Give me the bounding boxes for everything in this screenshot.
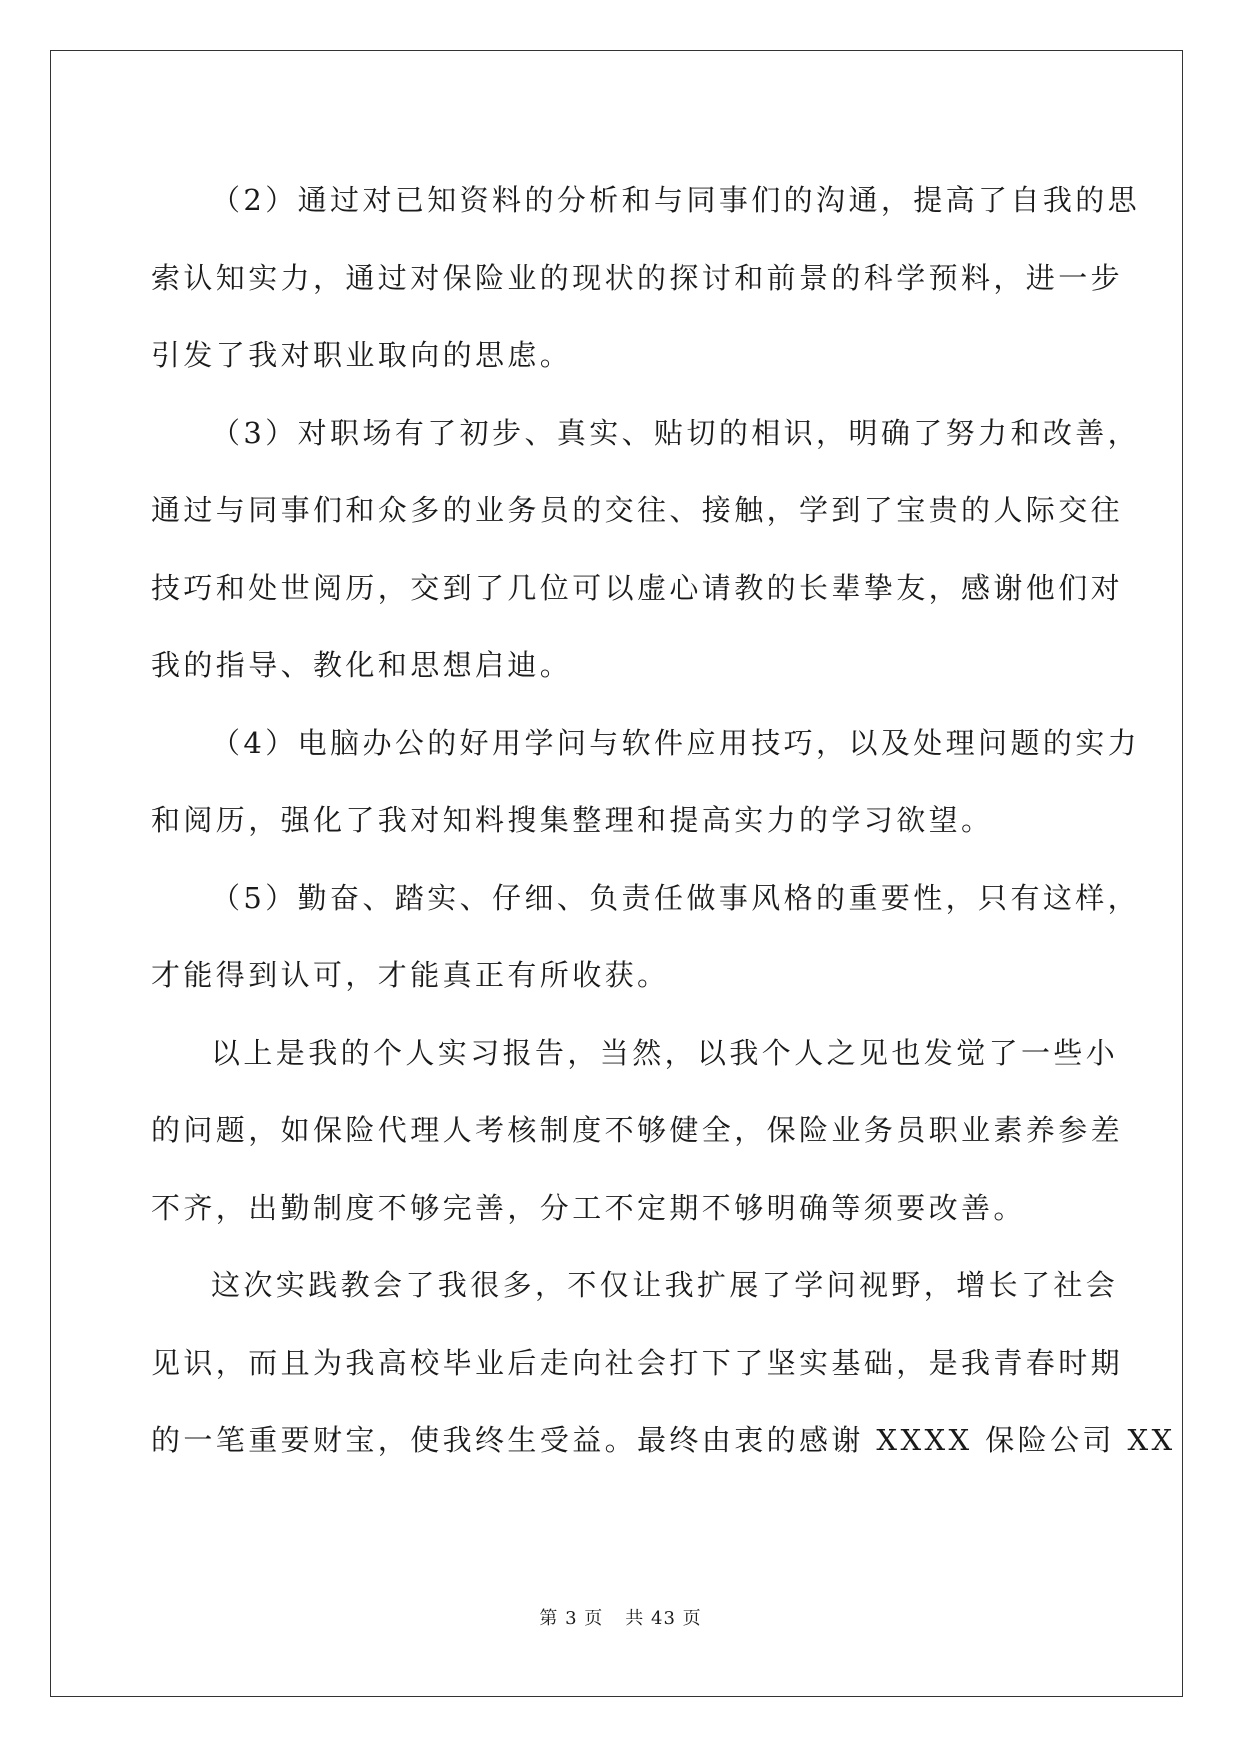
text-line: （4）电脑办公的好用学问与软件应用技巧，以及处理问题的实力	[211, 725, 1141, 760]
page-number: 第 3 页	[539, 1608, 604, 1629]
paragraph-summary	[151, 1015, 1124, 1248]
text-line: 我的指导、教化和思想启迪。	[151, 648, 573, 682]
text-line: 以上是我的个人实习报告，当然，以我个人之见也发觉了一些小	[211, 1035, 1119, 1070]
paragraph-5	[151, 860, 1141, 1015]
paragraph-conclusion	[151, 1247, 1176, 1480]
text-line: 才能得到认可，才能真正有所收获。	[151, 958, 670, 992]
text-line: 这次实践教会了我很多，不仅让我扩展了学问视野，增长了社会	[211, 1268, 1119, 1302]
text-line: 引发了我对职业取向的思虑。	[151, 338, 573, 372]
page-footer	[0, 1604, 1241, 1630]
text-line: 技巧和处世阅历，交到了几位可以虚心请教的长辈挚友，感谢他们对	[151, 570, 1124, 605]
text-line: 不齐，出勤制度不够完善，分工不定期不够明确等须要改善。	[151, 1190, 1026, 1225]
text-line: （3）对职场有了初步、真实、贴切的相识，明确了努力和改善，	[211, 415, 1141, 450]
paragraph-4	[151, 705, 1141, 860]
text-line: 见识，而且为我高校毕业后走向社会打下了坚实基础，是我青春时期	[151, 1345, 1124, 1380]
paragraph-3	[151, 395, 1141, 705]
paragraph-2	[151, 162, 1141, 395]
page-total: 共 43 页	[625, 1608, 702, 1629]
text-line: （2）通过对已知资料的分析和与同事们的沟通，提高了自我的思	[211, 183, 1141, 217]
text-line: 通过与同事们和众多的业务员的交往、接触，学到了宝贵的人际交往	[151, 493, 1124, 527]
text-line: 的一笔重要财宝，使我终生受益。最终由衷的感谢 XXXX 保险公司 XX	[151, 1423, 1176, 1457]
text-line: （5）勤奋、踏实、仔细、负责任做事风格的重要性，只有这样，	[211, 880, 1141, 915]
text-line: 索认知实力，通过对保险业的现状的探讨和前景的科学预料，进一步	[151, 260, 1124, 295]
text-line: 和阅历，强化了我对知料搜集整理和提高实力的学习欲望。	[151, 803, 994, 837]
text-line: 的问题，如保险代理人考核制度不够健全，保险业务员职业素养参差	[151, 1113, 1124, 1147]
document-body	[151, 162, 1176, 1480]
